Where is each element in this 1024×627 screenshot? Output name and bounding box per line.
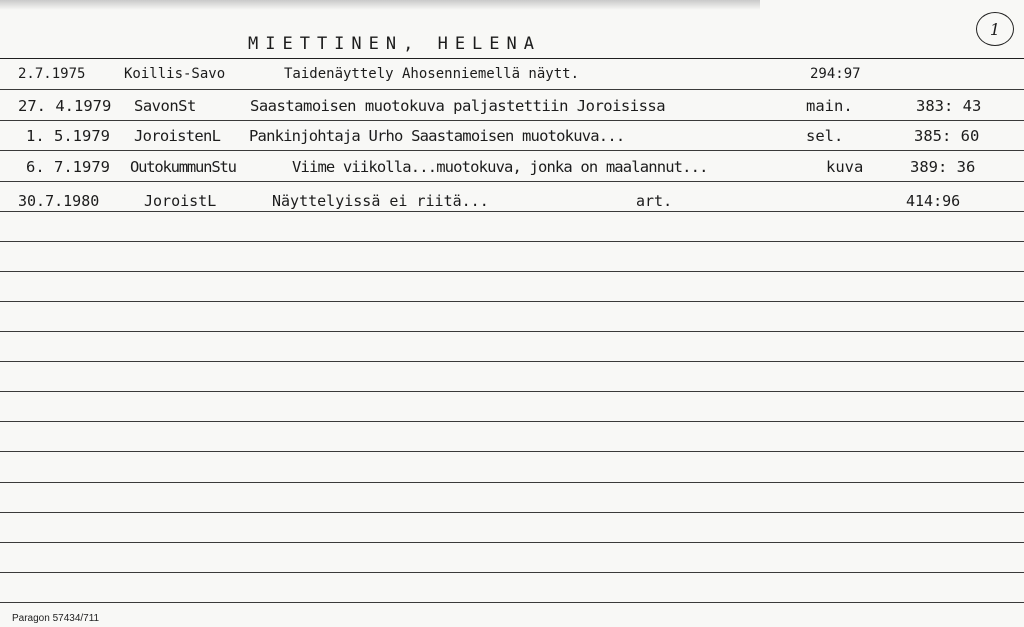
entry-date: 27. 4.1979 [18, 97, 112, 115]
entry-source: JoroistL [144, 192, 217, 210]
card-number-circle: 1 [976, 12, 1014, 46]
rule-line [0, 211, 1024, 212]
entry-date: 6. 7.1979 [26, 158, 110, 176]
rule-line [0, 512, 1024, 513]
entry-title: Saastamoisen muotokuva paljastettiin Joroisissa [250, 97, 666, 115]
entry-title: Näyttelyissä ei riitä... [272, 192, 489, 210]
entry-type: sel. [806, 127, 844, 145]
entry-ref: 414:96 [906, 192, 961, 210]
rule-line [0, 451, 1024, 452]
rule-line [0, 482, 1024, 483]
entry-ref: 294:97 [810, 66, 861, 82]
entry-ref: 389: 36 [910, 158, 976, 176]
entry-ref: 385: 60 [914, 127, 980, 145]
rule-line [0, 361, 1024, 362]
entry-date: 2.7.1975 [18, 66, 86, 82]
entry-title: Viime viikolla...muotokuva, jonka on maalannut... [292, 158, 708, 176]
entry-source: SavonSt [134, 97, 196, 115]
rule-line [0, 271, 1024, 272]
rule-line [0, 150, 1024, 151]
entry-type: main. [806, 97, 853, 115]
rule-line [0, 120, 1024, 121]
entry-source: JoroistenL [134, 127, 221, 145]
card-name-heading: MIETTINEN, HELENA [248, 34, 541, 54]
rule-line [0, 602, 1024, 603]
scan-shadow [0, 0, 760, 10]
rule-line [0, 391, 1024, 392]
entry-title: Pankinjohtaja Urho Saastamoisen muotokuva... [249, 127, 625, 145]
rule-line [0, 301, 1024, 302]
entry-date: 30.7.1980 [18, 192, 100, 210]
entry-ref: 383: 43 [916, 97, 982, 115]
entry-type: art. [636, 192, 673, 210]
form-footer: Paragon 57434/711 [12, 613, 100, 624]
entry-source: Koillis-Savo [124, 66, 226, 82]
entry-date: 1. 5.1979 [26, 127, 110, 145]
rule-line [0, 241, 1024, 242]
rule-line [0, 572, 1024, 573]
entry-type: kuva [826, 158, 864, 176]
rule-line [0, 331, 1024, 332]
rule-line [0, 181, 1024, 182]
rule-line [0, 542, 1024, 543]
rule-line [0, 89, 1024, 90]
entry-title: Taidenäyttely Ahosenniemellä näytt. [284, 66, 580, 82]
rule-line [0, 58, 1024, 59]
rule-line [0, 421, 1024, 422]
entry-source: OutokummunStu [130, 158, 236, 176]
